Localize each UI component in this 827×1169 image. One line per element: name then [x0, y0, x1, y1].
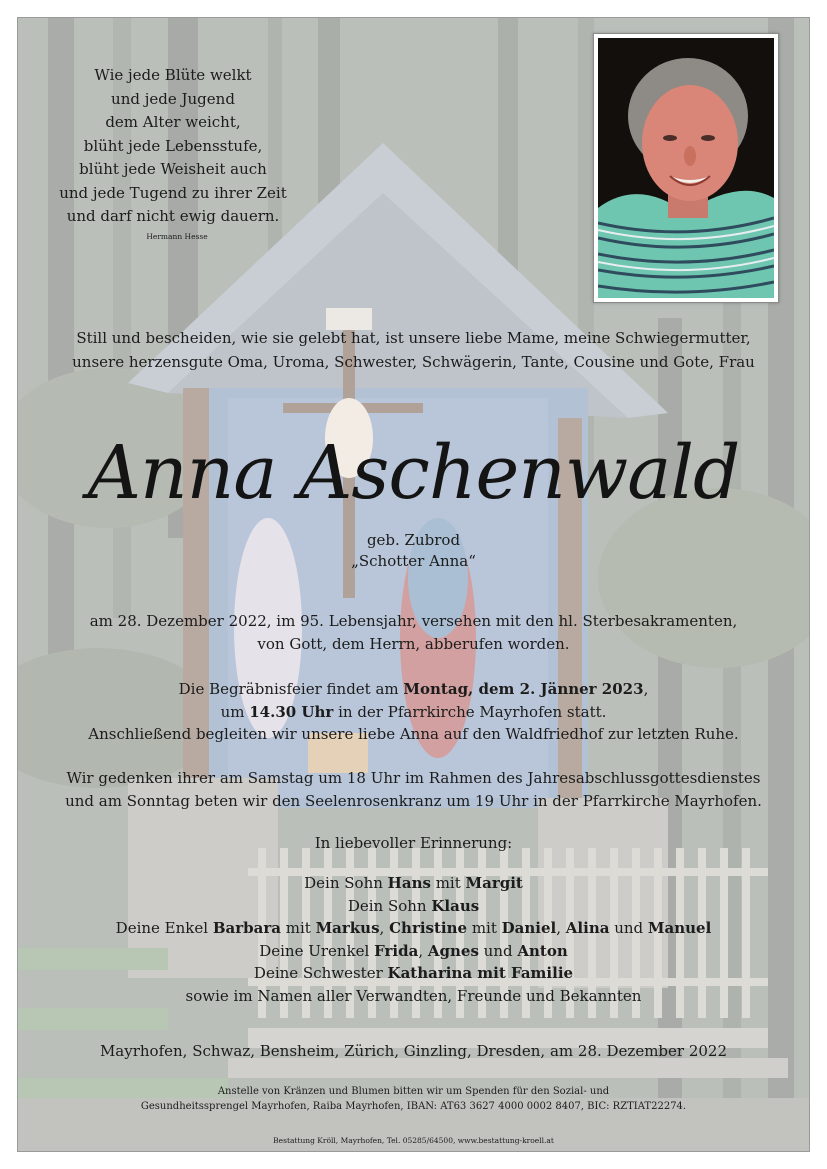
mourner-name: Agnes	[427, 941, 479, 960]
donation-line: Anstelle von Kränzen und Blumen bitten wir um Spenden für den Sozial- und	[217, 1086, 610, 1097]
mourner-line	[18, 872, 809, 895]
mourner-text: Deine Schwester	[253, 964, 388, 982]
memorial-mass	[18, 767, 809, 812]
poem-block	[48, 64, 298, 243]
mourner-text: und	[478, 941, 518, 960]
mourner-line: sowie im Namen aller Verwandten, Freunde und Bekannten	[185, 986, 642, 1005]
portrait-frame	[593, 33, 779, 303]
mourner-text: mit	[280, 919, 316, 937]
poem-line: und jede Jugend	[111, 89, 235, 108]
mass-line: und am Sonntag beten wir den Seelenrosenkranz um 19 Uhr in der Pfarrkirche Mayrhofen.	[65, 791, 762, 810]
death-line: von Gott, dem Herrn, abberufen worden.	[257, 635, 570, 653]
funeral-text: Die Begräbnisfeier findet am	[178, 680, 404, 698]
poem-line: Wie jede Blüte welkt	[94, 66, 252, 84]
intro-line: Still und bescheiden, wie sie gelebt hat, ist unsere liebe Mame, meine Schwiegermutter,	[76, 329, 751, 347]
donation-line: Gesundheitssprengel Mayrhofen, Raiba Mayrhofen, IBAN: AT63 3627 4000 0002 8407, BIC: RZTIAT22274.	[140, 1101, 687, 1112]
mourner-name: Klaus	[431, 896, 480, 915]
donation-note	[18, 1084, 809, 1114]
funeral-text: in der Pfarrkirche Mayrhofen statt.	[333, 702, 607, 721]
mourner-name: Margit	[465, 874, 523, 892]
mourner-name: Barbara	[212, 919, 281, 937]
mourner-text: ,	[556, 919, 566, 937]
funeral-text: um	[220, 702, 250, 721]
mourner-name: Anton	[517, 941, 568, 960]
mourner-text: mit	[430, 874, 466, 892]
obituary-sheet	[17, 17, 810, 1152]
mourner-name: Christine	[389, 919, 468, 937]
portrait-photo	[598, 38, 774, 298]
funeral-details	[18, 678, 809, 746]
mourner-text: Dein Sohn	[304, 874, 388, 892]
poem-line: blüht jede Weisheit auch	[79, 160, 267, 178]
mourner-text: ,	[418, 941, 428, 960]
nickname: „Schotter Anna“	[351, 552, 476, 570]
mourner-line	[18, 917, 809, 940]
funeral-home-footer: Bestattung Kröll, Mayrhofen, Tel. 05285/64500, www.bestattung-kroell.at	[273, 1136, 554, 1145]
memory-heading: In liebevoller Erinnerung:	[314, 834, 513, 852]
mourner-text: Deine Enkel	[115, 919, 213, 937]
place-and-date: Mayrhofen, Schwaz, Bensheim, Zürich, Ginzling, Dresden, am 28. Dezember 2022	[99, 1042, 728, 1060]
mourner-text: und	[609, 919, 648, 937]
mourner-text: ,	[379, 919, 390, 937]
mourner-name: Daniel	[501, 919, 557, 937]
intro-text	[18, 327, 809, 374]
funeral-line: Anschließend begleiten wir unsere liebe Anna auf den Waldfriedhof zur letzten Ruhe.	[88, 725, 739, 743]
mourner-name: Markus	[315, 919, 380, 937]
mass-line: Wir gedenken ihrer am Samstag um 18 Uhr im Rahmen des Jahresabschlussgottesdienstes	[66, 769, 761, 787]
funeral-line	[18, 678, 809, 701]
funeral-time: 14.30 Uhr	[249, 702, 334, 721]
poem-line: dem Alter weicht,	[105, 113, 241, 131]
mourner-name: Hans	[387, 874, 431, 892]
mourner-text: mit	[467, 919, 502, 937]
obituary-content	[18, 18, 809, 1151]
funeral-text: ,	[643, 680, 649, 698]
mourners-list	[18, 872, 809, 1007]
poem-author: Hermann Hesse	[146, 231, 208, 241]
funeral-date: Montag, dem 2. Jänner 2023	[403, 680, 644, 698]
mourner-line	[18, 962, 809, 985]
poem-line: und jede Tugend zu ihrer Zeit	[59, 183, 287, 202]
funeral-line	[18, 701, 809, 724]
mourner-name: Katharina mit Familie	[387, 964, 574, 982]
mourner-line	[18, 940, 809, 963]
mourner-line	[18, 895, 809, 918]
mourner-name: Alina	[565, 919, 610, 937]
poem-line: blüht jede Lebensstufe,	[83, 136, 263, 155]
birth-details	[18, 530, 809, 572]
death-notice	[18, 610, 809, 656]
deceased-name: Anna Aschenwald	[87, 430, 740, 516]
mourner-name: Frida	[374, 941, 419, 960]
poem-line: und darf nicht ewig dauern.	[66, 207, 280, 225]
mourner-text: Deine Urenkel	[259, 941, 375, 960]
birth-name: geb. Zubrod	[366, 531, 461, 549]
intro-line: unsere herzensgute Oma, Uroma, Schwester, Schwägerin, Tante, Cousine und Gote, Frau	[72, 352, 755, 371]
mourner-text: Dein Sohn	[347, 896, 432, 915]
mourner-name: Manuel	[647, 919, 712, 937]
death-line: am 28. Dezember 2022, im 95. Lebensjahr, versehen mit den hl. Sterbesakramenten,	[89, 612, 738, 630]
portrait-illustration	[598, 38, 774, 298]
